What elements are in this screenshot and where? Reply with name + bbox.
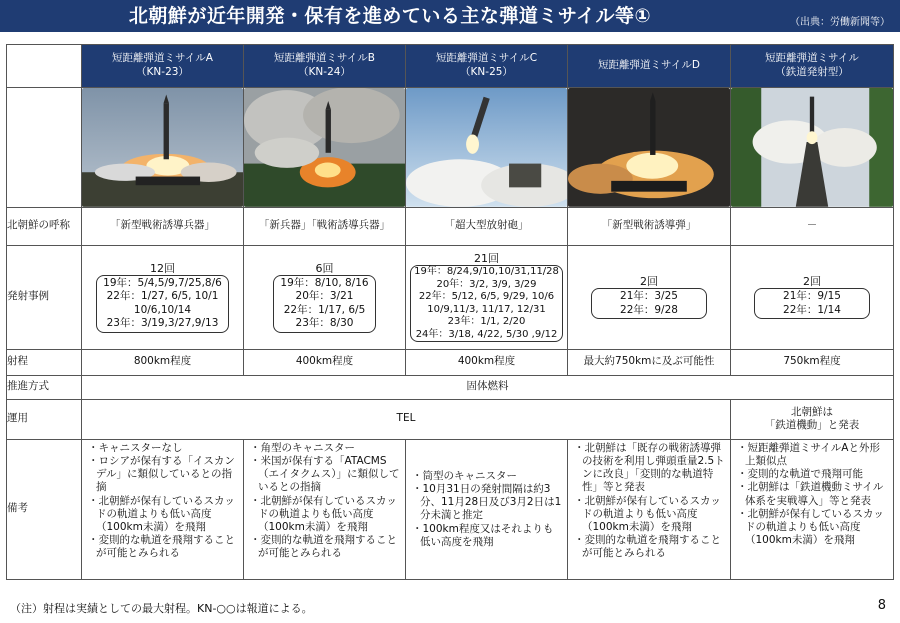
row-label: 射程 <box>7 349 82 375</box>
remark-item: ・ 変則的な軌道を飛翔することが可能とみられる <box>88 534 239 560</box>
col-sub: （KN-24） <box>298 66 351 78</box>
col-header-d <box>568 45 731 88</box>
row-label: 北朝鮮の呼称 <box>7 207 82 245</box>
range-cell: 800km程度 <box>82 349 244 375</box>
operation-rail-line: 「鉄道機動」と発表 <box>764 419 860 432</box>
launch-date-line: 23年：8/30 <box>295 317 354 330</box>
remark-item: ・ 変則的な軌道を飛翔することが可能とみられる <box>574 534 726 560</box>
launch-dates <box>754 288 870 319</box>
range-cell: 最大約750kmに及ぶ可能性 <box>568 349 731 375</box>
footnote: （注）射程は実績としての最大射程。KN-○○は報道による。 <box>10 602 313 615</box>
missile-launch-photo <box>82 88 243 207</box>
remarks-cell-c <box>406 439 568 579</box>
launch-date-line: 19年：8/24,9/10,10/31,11/28 <box>414 266 559 278</box>
launch-date-line: 19年：5/4,5/9,7/25,8/6 <box>103 276 222 289</box>
launch-cell-a <box>82 245 244 349</box>
launch-cell-b <box>244 245 406 349</box>
name-cell: 「超大型放射砲」 <box>406 207 568 245</box>
launch-date-line: 24年：3/18, 4/22, 5/30 ,9/12 <box>415 328 558 340</box>
launch-count: 2回 <box>640 275 658 289</box>
row-label: 運用 <box>7 399 82 439</box>
launch-count: 12回 <box>150 261 175 275</box>
col-name: 短距離弾道ミサイルC <box>435 52 538 65</box>
col-sub: （KN-23） <box>136 66 189 78</box>
missile-launch-photo <box>406 88 567 207</box>
launch-date-line: 22年：1/27, 6/5, 10/1 <box>106 290 219 303</box>
row-label: 備考 <box>7 439 82 579</box>
missile-launch-photo <box>244 88 405 207</box>
launch-count: 21回 <box>474 252 499 266</box>
operation-rail-cell <box>731 399 894 439</box>
source-note: （出典：労働新聞等） <box>790 17 890 28</box>
range-cell: 750km程度 <box>731 349 894 375</box>
remark-item: ・ 100km程度又はそれよりも低い高度を飛翔 <box>412 523 563 549</box>
photo-cell-d <box>568 88 731 208</box>
launch-date-line: 20年：3/2, 3/9, 3/29 <box>436 278 537 290</box>
launch-date-line: 21年：3/25 <box>620 290 678 303</box>
launch-count: 6回 <box>315 261 334 275</box>
launch-cell-c <box>406 245 568 349</box>
col-header-a <box>82 45 244 88</box>
launch-date-line: 22年：1/17, 6/5 <box>283 303 366 316</box>
remarks-cell-d <box>568 439 731 579</box>
col-name: 短距離弾道ミサイルB <box>274 52 375 65</box>
remark-item: ・ 北朝鮮は「既存の戦術誘導弾の技術を利用し弾頭重量2.5トンに改良」「変則的な軌道特性」等と発表 <box>574 442 726 495</box>
photo-row <box>7 88 894 208</box>
corner-cell <box>7 45 82 88</box>
operation-rail-line: 北朝鮮は <box>791 405 833 418</box>
name-cell: － <box>731 207 894 245</box>
col-name: 短距離弾道ミサイルD <box>598 59 700 72</box>
launch-dates <box>410 265 563 342</box>
remark-item: ・ 10月31日の発射間隔は約3分、11月28日及び3月2日は1分未満と推定 <box>412 483 563 523</box>
remark-item: ・ 変則的な軌道で飛翔可能 <box>737 468 889 481</box>
name-cell: 「新兵器」「戦術誘導兵器」 <box>244 207 406 245</box>
remark-item: ・ 北朝鮮が保有しているスカッドの軌道よりも低い高度（100km未満）を飛翔 <box>88 495 239 535</box>
remark-item: ・ ロシアが保有する「イスカンデル」に類似しているとの指摘 <box>88 455 239 495</box>
range-cell: 400km程度 <box>406 349 568 375</box>
launch-row <box>7 245 894 349</box>
col-name: 短距離弾道ミサイルA <box>112 52 213 65</box>
remark-item: ・ 筒型のキャニスター <box>412 470 563 483</box>
page-title: 北朝鮮が近年開発・保有を進めている主な弾道ミサイル等① <box>128 5 652 27</box>
col-sub: （KN-25） <box>460 66 513 78</box>
photo-cell-b <box>244 88 406 208</box>
photo-cell-c <box>406 88 568 208</box>
col-header-c <box>406 45 568 88</box>
col-header-b <box>244 45 406 88</box>
remarks-cell-b <box>244 439 406 579</box>
missile-launch-photo <box>731 88 893 207</box>
launch-date-line: 10/6,10/14 <box>133 303 192 316</box>
remark-item: ・ 北朝鮮は「鉄道機動ミサイル体系を実戦導入」等と発表 <box>737 481 889 507</box>
row-label: 発射事例 <box>7 245 82 349</box>
launch-date-line: 22年：1/14 <box>783 303 841 316</box>
header-row <box>7 45 894 88</box>
launch-date-line: 19年：8/10, 8/16 <box>280 276 369 289</box>
launch-dates <box>273 275 375 333</box>
launch-cell-d <box>568 245 731 349</box>
launch-cell-rail <box>731 245 894 349</box>
remark-item: ・ 北朝鮮が保有しているスカッドの軌道よりも低い高度（100km未満）を飛翔 <box>737 508 889 548</box>
propulsion-row <box>7 375 894 399</box>
name-row <box>7 207 894 245</box>
launch-count: 2回 <box>803 275 821 289</box>
col-header-rail <box>731 45 894 88</box>
col-sub: （鉄道発射型） <box>775 66 849 78</box>
remark-item: ・ 北朝鮮が保有しているスカッドの軌道よりも低い高度（100km未満）を飛翔 <box>250 495 401 535</box>
remark-item: ・ 角型のキャニスター <box>250 442 401 455</box>
remark-item: ・ 米国が保有する「ATACMS（エイタクムス）」に類似しているとの指摘 <box>250 455 401 495</box>
remark-item: ・ 短距離弾道ミサイルAと外形上類似点 <box>737 442 889 468</box>
remark-item: ・ 北朝鮮が保有しているスカッドの軌道よりも低い高度（100km未満）を飛翔 <box>574 495 726 535</box>
remarks-cell-rail <box>731 439 894 579</box>
launch-dates <box>96 275 229 333</box>
launch-date-line: 10/9,11/3, 11/17, 12/31 <box>427 303 546 315</box>
launch-date-line: 23年：3/19,3/27,9/13 <box>106 317 219 330</box>
photo-cell-a <box>82 88 244 208</box>
corner-cell <box>7 88 82 208</box>
remark-item: ・ キャニスターなし <box>88 442 239 455</box>
range-row <box>7 349 894 375</box>
page-number: 8 <box>877 598 886 613</box>
name-cell: 「新型戦術誘導弾」 <box>568 207 731 245</box>
remarks-cell-a <box>82 439 244 579</box>
launch-dates <box>591 288 707 319</box>
operation-row <box>7 399 894 439</box>
launch-date-line: 21年：9/15 <box>783 290 841 303</box>
launch-date-line: 22年：9/28 <box>620 303 678 316</box>
remark-item: ・ 変則的な軌道を飛翔することが可能とみられる <box>250 534 401 560</box>
launch-date-line: 20年：3/21 <box>295 290 354 303</box>
missile-table <box>6 44 894 580</box>
title-banner <box>0 0 900 32</box>
launch-date-line: 23年：1/1, 2/20 <box>447 316 526 328</box>
operation-tel-cell: TEL <box>82 399 731 439</box>
launch-date-line: 22年：5/12, 6/5, 9/29, 10/6 <box>418 291 555 303</box>
remarks-row <box>7 439 894 579</box>
col-name: 短距離弾道ミサイル <box>765 52 859 65</box>
propulsion-cell: 固体燃料 <box>82 375 894 399</box>
range-cell: 400km程度 <box>244 349 406 375</box>
photo-cell-rail <box>731 88 894 208</box>
row-label: 推進方式 <box>7 375 82 399</box>
missile-launch-photo <box>568 88 730 207</box>
name-cell: 「新型戦術誘導兵器」 <box>82 207 244 245</box>
